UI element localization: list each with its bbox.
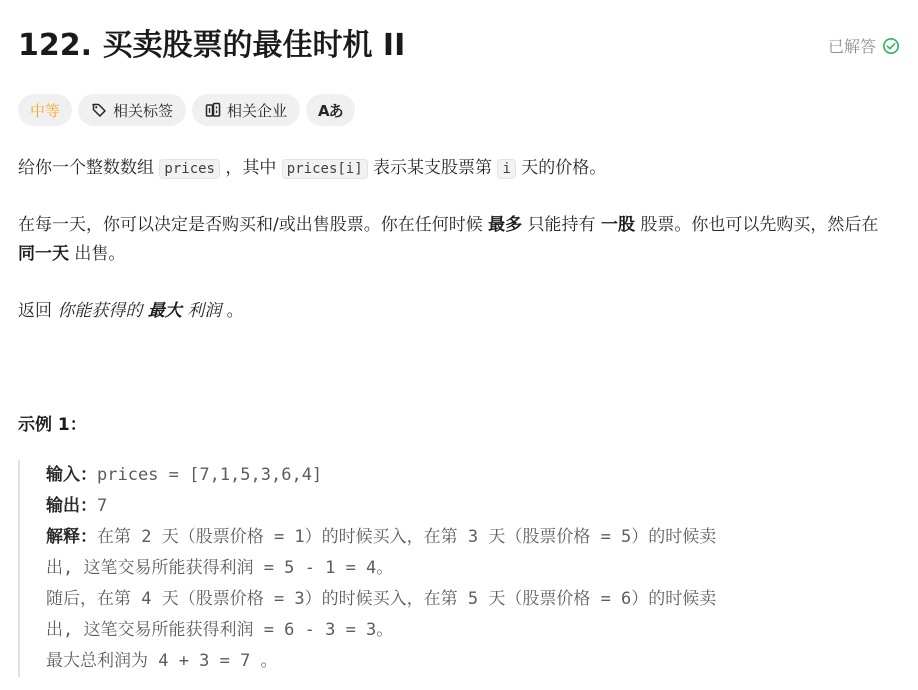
solved-status[interactable] <box>828 34 900 57</box>
example-block <box>18 460 898 677</box>
example-title: 示例 1： <box>18 415 87 435</box>
company-icon <box>205 102 221 118</box>
example-explain-line: 出, 这笔交易所能获得利润 = 6 - 3 = 3。 <box>46 620 394 640</box>
font-size-button[interactable] <box>306 94 355 126</box>
description-paragraph-1: 给你一个整数数组 prices ，其中 prices[i] 表示某支股票第 i 天的价格。 <box>18 158 607 178</box>
related-companies-label: 相关企业 <box>227 101 288 120</box>
description-paragraph-2: 在每一天，你可以决定是否购买和/或出售股票。你在任何时候 最多 只能持有 一股 股票。你也可以先购买，然后在 同一天 出售。 <box>18 215 879 264</box>
example-output-line: 输出：7 <box>46 496 108 516</box>
related-topics-label: 相关标签 <box>113 101 174 120</box>
solved-status-label: 已解答 <box>827 37 876 56</box>
difficulty-label: 中等 <box>30 101 61 120</box>
difficulty-tag[interactable] <box>18 94 72 126</box>
related-companies-tag[interactable] <box>192 94 300 126</box>
example-explain-line: 解释：在第 2 天（股票价格 = 1）的时候买入，在第 3 天（股票价格 = 5）的时候卖 <box>46 527 717 547</box>
related-topics-tag[interactable] <box>78 94 186 126</box>
example-explain-line: 最大总利润为 4 + 3 = 7 。 <box>46 651 278 671</box>
inline-code-i: i <box>497 159 515 179</box>
font-size-icon: Aあ <box>318 101 343 120</box>
inline-code-prices-i: prices[i] <box>282 159 368 179</box>
check-circle-icon <box>882 37 900 55</box>
tag-icon <box>91 102 107 118</box>
tag-bar <box>18 94 355 126</box>
example-output: 7 <box>97 496 108 516</box>
example-explain-line: 出, 这笔交易所能获得利润 = 5 - 1 = 4。 <box>46 558 394 578</box>
inline-code-prices: prices <box>159 159 220 179</box>
description-paragraph-3: 返回 你能获得的 最大 利润 。 <box>18 301 244 321</box>
example-explain-line: 随后，在第 4 天（股票价格 = 3）的时候买入，在第 5 天（股票价格 = 6）的时候卖 <box>46 589 717 609</box>
example-input: prices = [7,1,5,3,6,4] <box>97 465 323 485</box>
example-input-line: 输入：prices = [7,1,5,3,6,4] <box>46 465 323 485</box>
problem-title: 122. 买卖股票的最佳时机 II <box>18 28 406 63</box>
